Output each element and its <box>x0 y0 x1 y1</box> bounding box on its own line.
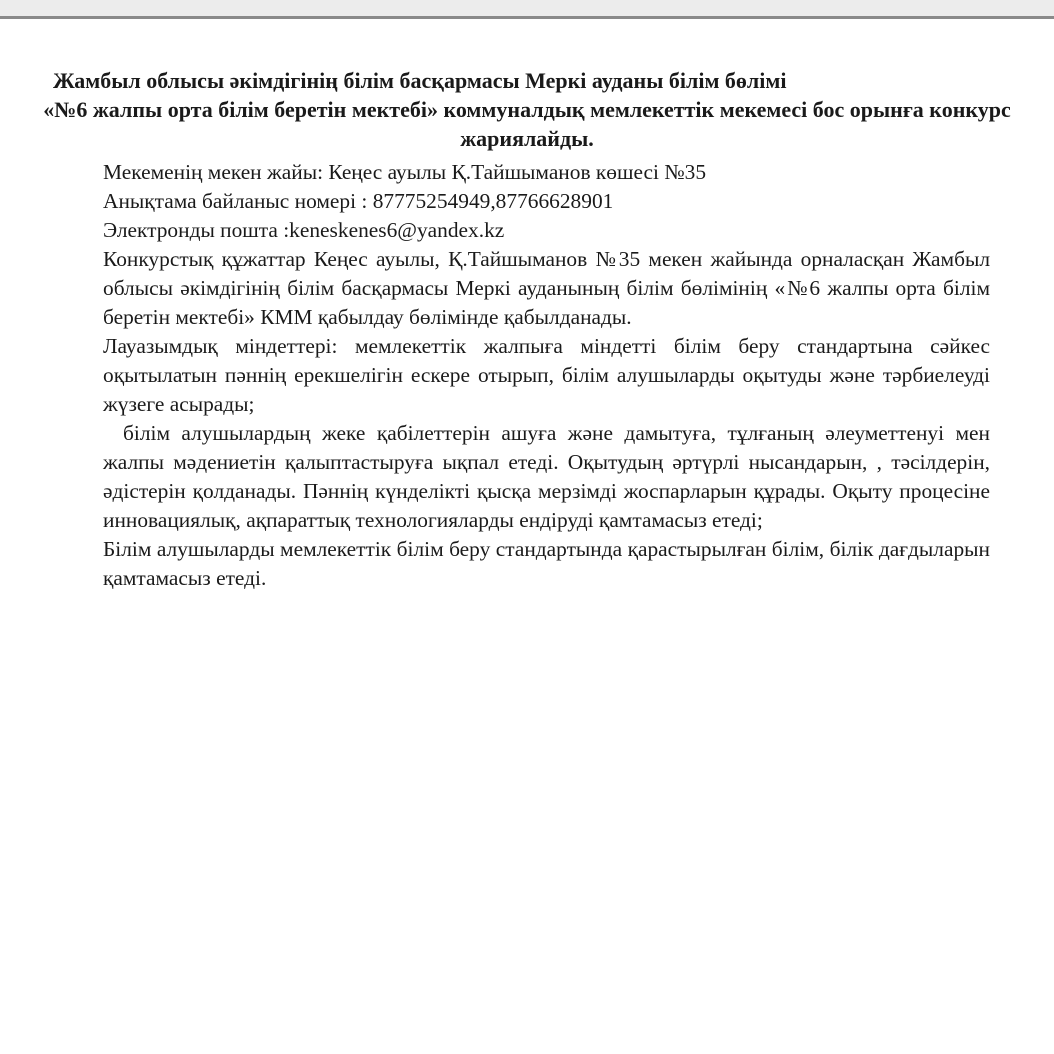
heading-line-1: Жамбыл облысы әкімдігінің білім басқармасы Меркі ауданы білім бөлімі <box>53 68 787 93</box>
announcement-body <box>103 158 990 593</box>
duties-paragraph-2: білім алушылардың жеке қабілеттерін ашуға және дамытуға, тұлғаның әлеуметтенуі мен жалпы мәдениетін қалыптастыруға ықпал етеді. Оқытудың әртүрлі нысандарын, , тәсілдерін, әдістерін қолданады. Пәннің күнделікті қысқа мерзімді жоспарларын құрады. Оқыту процесіне инновациялық, ақпараттық технологияларды ендіруді қамтамасыз етеді; <box>103 421 990 532</box>
duties-paragraph: Лауазымдық міндеттері: мемлекеттік жалпыға міндетті білім беру стандартына сәйкес оқытылатын пәннің ерекшелігін ескере отырып, білім алушыларды оқытуды және тәрбиелеуді жүзеге асырады; <box>103 334 990 416</box>
documents-paragraph: Конкурстық құжаттар Кеңес ауылы, Қ.Тайшыманов №35 мекен жайында орналасқан Жамбыл облысы әкімдігінің білім басқармасы Меркі ауданының білім бөлімінің «№6 жалпы орта білім беретін мектебі» КММ қабылдау бөлімінде қабылданады. <box>103 247 990 329</box>
address-line: Мекеменің мекен жайы: Кеңес ауылы Қ.Тайшыманов көшесі №35 <box>103 160 707 184</box>
heading-line-2: «№6 жалпы орта білім беретін мектебі» коммуналдық мемлекеттік мекемесі бос орынға конкурс жариялайды. <box>43 97 1011 151</box>
viewer-top-bar <box>0 0 1054 19</box>
email-line: Электронды пошта :keneskenes6@yandex.kz <box>103 218 505 242</box>
announcement-heading <box>40 66 1014 153</box>
duties-paragraph-3: Білім алушыларды мемлекеттік білім беру стандартында қарастырылған білім, білік дағдыларын қамтамасыз етеді. <box>103 537 990 590</box>
phone-line: Анықтама байланыс номері : 87775254949,87766628901 <box>103 189 614 213</box>
